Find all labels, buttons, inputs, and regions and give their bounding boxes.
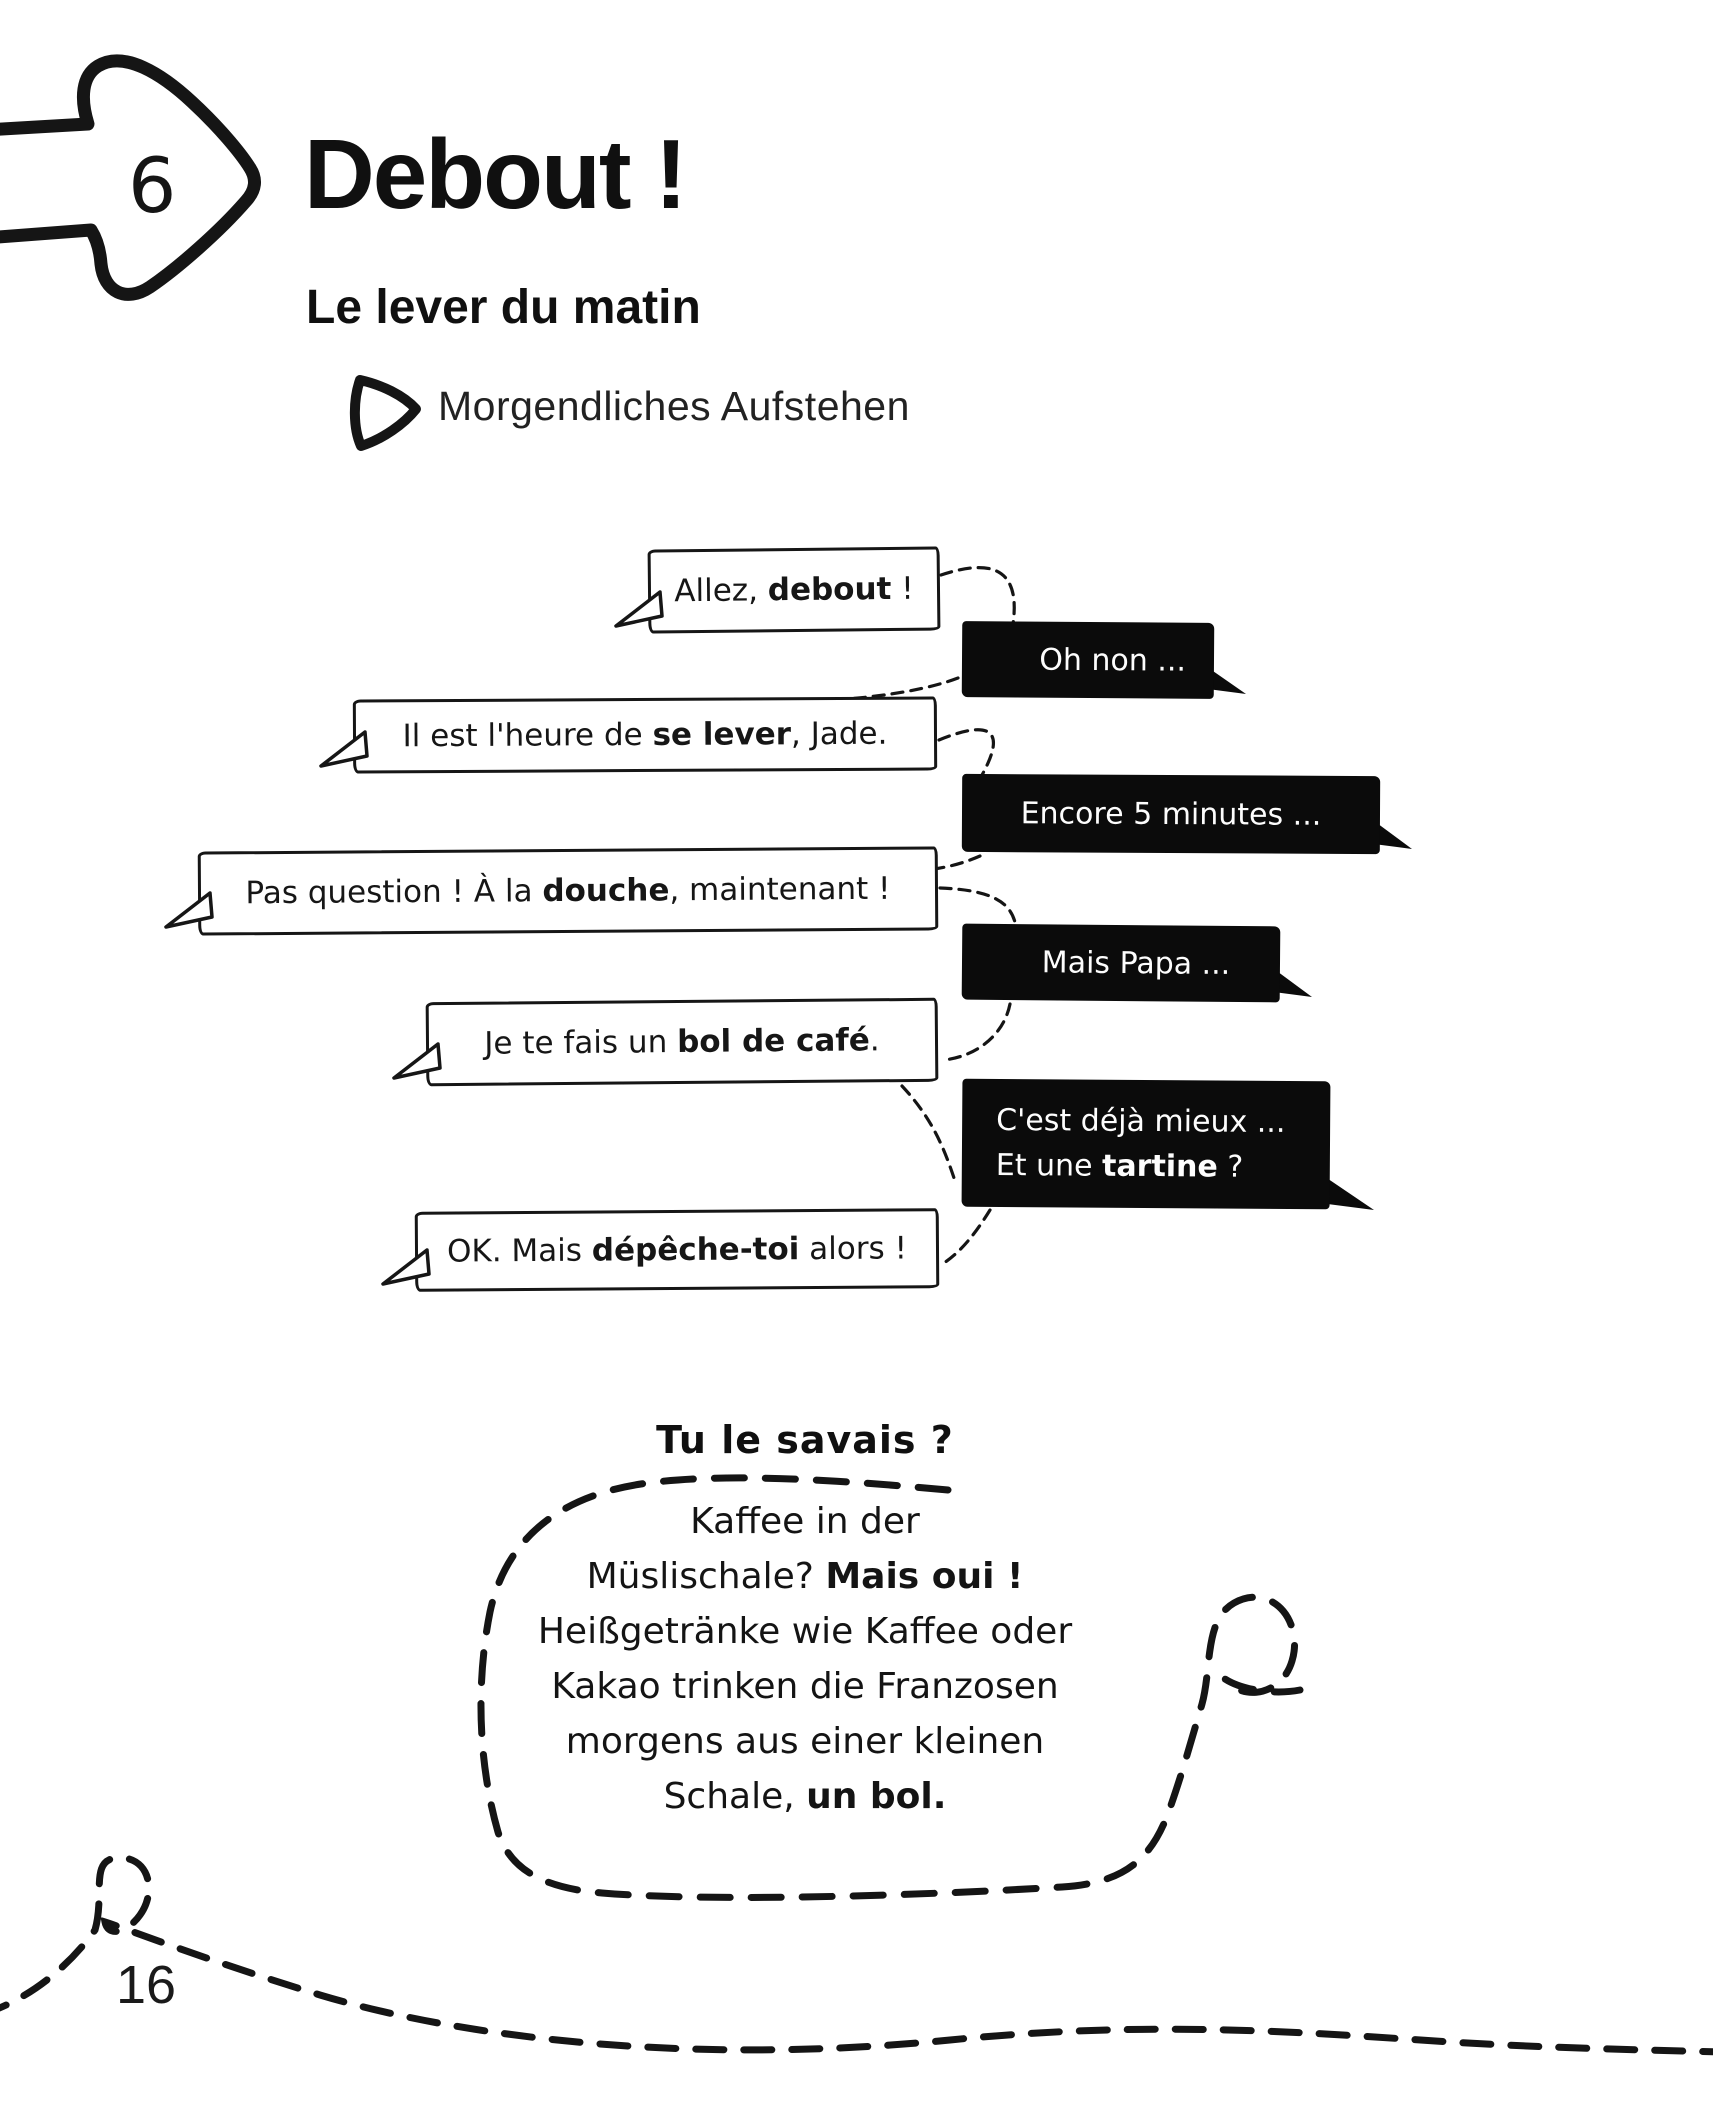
text-line: Heißgetränke wie Kaffee oder	[537, 1611, 1073, 1652]
text-line: OK. Mais dépêche-toi alors !	[446, 1230, 908, 1270]
know-box-text	[460, 1494, 1150, 1824]
speech-bubble-7	[426, 998, 939, 1086]
know-box-heading: Tu le savais ?	[656, 1418, 954, 1462]
text-line: Kaffee in der	[690, 1501, 920, 1542]
text-line: Oh non ...	[1039, 642, 1187, 679]
speech-bubble-6	[962, 924, 1281, 1003]
connector-8-9	[944, 1210, 990, 1263]
connector-5-6	[940, 888, 1016, 927]
text-line: Il est l'heure de se lever, Jade.	[402, 715, 888, 755]
text-line: C'est déjà mieux ...	[996, 1102, 1286, 1140]
connector-7-8	[902, 1086, 954, 1178]
text-line: Je te fais un bol de café.	[484, 1022, 880, 1062]
text-line: morgens aus einer kleinen	[565, 1721, 1045, 1762]
subtitle-french: Le lever du matin	[306, 281, 701, 334]
connector-3-4	[939, 730, 993, 775]
play-triangle-icon	[355, 380, 416, 446]
text-line: Kakao trinken die Franzosen	[551, 1666, 1059, 1707]
connector-1-2	[941, 568, 1014, 624]
text-line: Et une tartine ?	[995, 1147, 1244, 1185]
text-line: Müslischale? Mais oui !	[586, 1556, 1024, 1597]
page-title: Debout !	[304, 119, 686, 229]
speech-bubble-1	[648, 546, 941, 633]
chapter-number: 6	[128, 141, 177, 230]
text-line: Pas question ! À la douche, maintenant !	[245, 870, 891, 912]
speech-bubble-5	[198, 846, 939, 935]
speech-bubble-3	[353, 696, 937, 773]
text-line: Mais Papa ...	[1041, 944, 1231, 982]
bottom-squiggle	[0, 1858, 1713, 2052]
speech-bubble-9	[415, 1208, 940, 1292]
text-line: Allez, debout !	[674, 570, 914, 610]
chapter-arrow-icon	[0, 61, 255, 295]
text-line: Schale, un bol.	[663, 1776, 947, 1817]
page-number: 16	[116, 1955, 177, 2015]
subtitle-german: Morgendliches Aufstehen	[438, 383, 910, 429]
speech-bubble-8	[962, 1079, 1331, 1210]
connector-6-7	[944, 1004, 1010, 1060]
speech-bubble-4	[962, 774, 1380, 854]
speech-bubble-2	[962, 621, 1215, 699]
text-line: Encore 5 minutes ...	[1020, 795, 1322, 833]
